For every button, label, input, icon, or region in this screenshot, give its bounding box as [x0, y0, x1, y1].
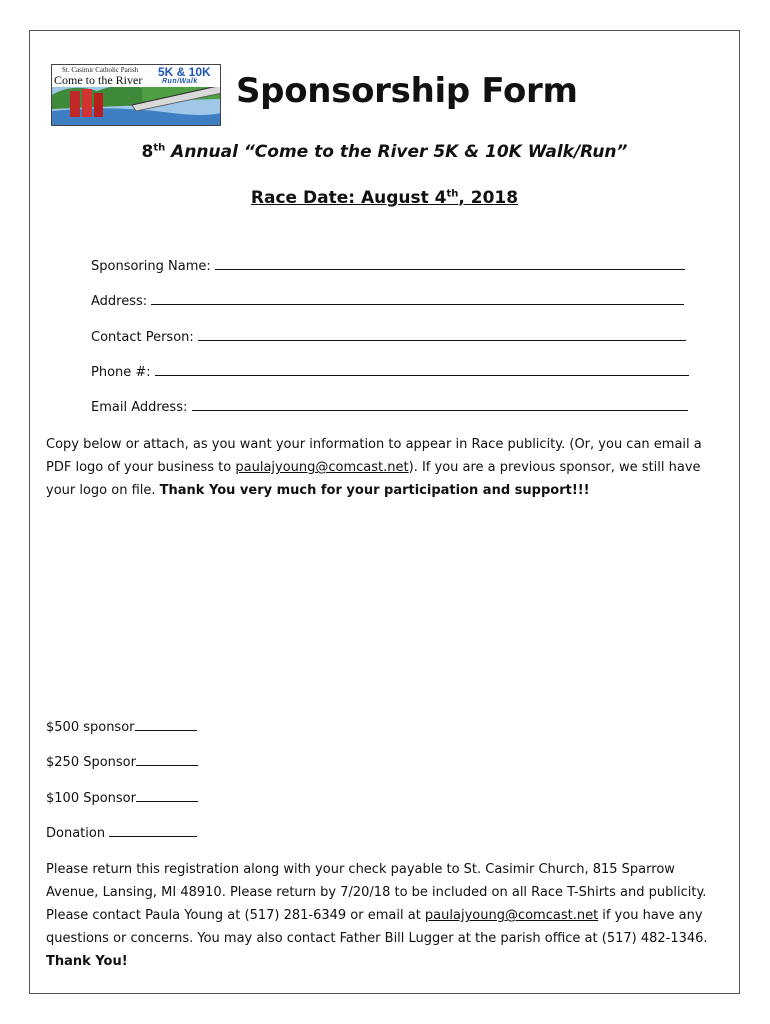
- logo-type-text: Run/Walk: [162, 78, 198, 85]
- donation-option[interactable]: [46, 826, 197, 841]
- address-field[interactable]: [91, 294, 684, 309]
- event-name: Annual “Come to the River 5K & 10K Walk/Run”: [165, 142, 628, 162]
- sponsoring-name-line[interactable]: [215, 259, 685, 270]
- instructions-text-1: Copy below or attach, as you want your information to appear in Race publicity. (Or, you can email a PDF logo of your business to: [46, 437, 702, 475]
- email-address-line[interactable]: [192, 400, 688, 411]
- sponsor-250-label: $250 Sponsor: [46, 755, 136, 770]
- race-date-year: , 2018: [458, 188, 519, 208]
- return-instructions: [46, 858, 730, 973]
- contact-person-label: Contact Person:: [91, 330, 194, 345]
- sponsor-100-label: $100 Sponsor: [46, 791, 136, 806]
- instructions-text-2: ). If you are a previous sponsor, we still have your logo on file.: [46, 460, 701, 498]
- sponsor-250-line[interactable]: [136, 755, 198, 766]
- sponsor-500-label: $500 sponsor: [46, 720, 135, 735]
- sponsor-100-line[interactable]: [136, 791, 198, 802]
- sponsoring-name-field[interactable]: [91, 259, 685, 274]
- sponsor-100-option[interactable]: [46, 791, 198, 806]
- closing-text-1: Please return this registration along with your check payable to St. Casimir Church, 815 Sparrow Avenue, Lansing, MI 48910. Please return by 7/20/18 to be included on all Race T-Shirts and publicity. Please contact Paula Young at (517) 281-6349 or email at: [46, 862, 707, 923]
- phone-field[interactable]: [91, 365, 689, 380]
- logo-parish-text: St. Casimir Catholic Parish: [62, 66, 139, 74]
- contact-person-line[interactable]: [198, 330, 686, 341]
- logo-event-text: Come to the River: [54, 73, 143, 87]
- closing-text-2: if you have any questions or concerns. You may also contact Father Bill Lugger at the parish office at (517) 482-1346.: [46, 908, 708, 946]
- publicity-instructions: [46, 433, 730, 502]
- email-address-label: Email Address:: [91, 400, 188, 415]
- event-logo: [51, 64, 221, 126]
- race-date-suffix: th: [446, 188, 459, 200]
- sponsorship-form-page: [29, 30, 740, 994]
- address-line[interactable]: [151, 294, 684, 305]
- phone-line[interactable]: [155, 365, 689, 376]
- logo-distance-text: 5K & 10K: [158, 65, 211, 79]
- donation-line[interactable]: [109, 826, 197, 837]
- email-address-field[interactable]: [91, 400, 688, 415]
- contact-person-field[interactable]: [91, 330, 686, 345]
- closing-thanks: Thank You!: [46, 954, 128, 969]
- sponsor-500-line[interactable]: [135, 720, 197, 731]
- event-number-suffix: th: [153, 142, 166, 154]
- form-title: Sponsorship Form: [236, 71, 578, 111]
- race-date: [30, 188, 739, 208]
- sponsor-250-option[interactable]: [46, 755, 198, 770]
- address-label: Address:: [91, 294, 148, 309]
- instructions-thanks: Thank You very much for your participation and support!!!: [159, 483, 590, 498]
- event-subtitle: [30, 142, 739, 162]
- event-number: 8: [141, 142, 154, 162]
- sponsor-500-option[interactable]: [46, 720, 197, 735]
- phone-label: Phone #:: [91, 365, 151, 380]
- instructions-email-link[interactable]: paulajyoung@comcast.net: [235, 460, 409, 475]
- race-date-label: Race Date: August 4: [250, 188, 447, 208]
- donation-label: Donation: [46, 826, 110, 841]
- closing-email-link[interactable]: paulajyoung@comcast.net: [424, 908, 599, 923]
- sponsoring-name-label: Sponsoring Name:: [91, 259, 211, 274]
